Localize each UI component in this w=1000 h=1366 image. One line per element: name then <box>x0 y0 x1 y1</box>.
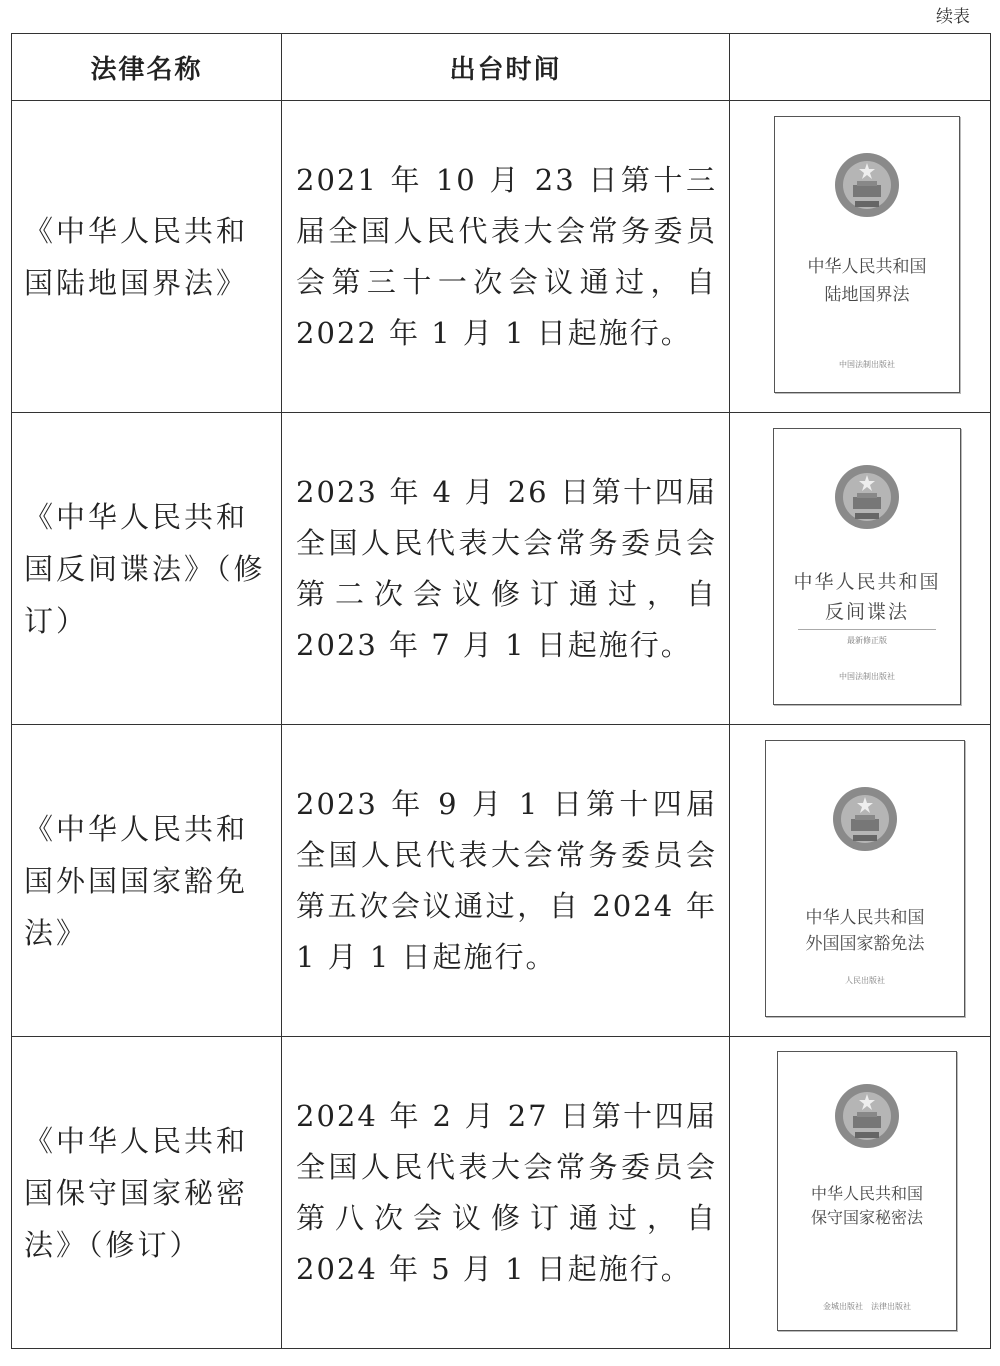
laws-table <box>11 33 991 1349</box>
continued-table-label: 续表 <box>936 7 970 27</box>
law-name-cell: 《中华人民共和国保守国家秘密法》（修订） <box>12 1037 282 1349</box>
issue-time-cell: 2023 年 4 月 26 日第十四届全国人民代表大会常务委员会第二次会议修订通过，自 2023 年 7 月 1 日起施行。 <box>282 413 730 725</box>
national-emblem-icon <box>833 463 901 531</box>
cover-publisher: 金城出版社 法律出版社 <box>823 1301 911 1311</box>
law-name-cell: 《中华人民共和国反间谍法》（修订） <box>12 413 282 725</box>
cover-cell <box>730 101 991 413</box>
header-cover <box>730 34 991 101</box>
table-row <box>12 413 991 725</box>
header-law-name: 法律名称 <box>12 34 282 101</box>
issue-time-cell: 2021 年 10 月 23 日第十三届全国人民代表大会常务委员会第三十一次会议通过，自 2022 年 1 月 1 日起施行。 <box>282 101 730 413</box>
table-header-row <box>12 34 991 101</box>
cover-publisher: 中国法制出版社 <box>839 672 895 681</box>
book-cover <box>777 1051 957 1331</box>
cover-title: 中华人民共和国 反间谍法 <box>793 571 941 623</box>
cover-cell <box>730 1037 991 1349</box>
cover-title: 中华人民共和国 陆地国界法 <box>807 257 927 305</box>
book-cover <box>773 428 961 705</box>
table-row <box>12 725 991 1037</box>
national-emblem-icon <box>833 1082 901 1150</box>
issue-time-cell: 2024 年 2 月 27 日第十四届全国人民代表大会常务委员会第八次会议修订通过，自 2024 年 5 月 1 日起施行。 <box>282 1037 730 1349</box>
cover-title: 中华人民共和国 保守国家秘密法 <box>810 1183 923 1227</box>
cover-subtitle: 最新修正版 <box>847 636 887 645</box>
national-emblem-icon <box>831 785 899 853</box>
national-emblem-icon <box>833 151 901 219</box>
cover-title: 中华人民共和国 外国国家豁免法 <box>805 908 925 954</box>
table-row <box>12 101 991 413</box>
law-name-cell: 《中华人民共和国外国国家豁免法》 <box>12 725 282 1037</box>
issue-time-cell: 2023 年 9 月 1 日第十四届全国人民代表大会常务委员会第五次会议通过，自 2024 年 1 月 1 日起施行。 <box>282 725 730 1037</box>
cover-publisher: 中国法制出版社 <box>839 360 895 369</box>
cover-cell <box>730 413 991 725</box>
cover-cell <box>730 725 991 1037</box>
cover-divider <box>798 629 936 630</box>
cover-publisher: 人民出版社 <box>845 976 885 985</box>
law-name-cell: 《中华人民共和国陆地国界法》 <box>12 101 282 413</box>
header-issue-time: 出台时间 <box>282 34 730 101</box>
book-cover <box>765 740 965 1017</box>
table-row <box>12 1037 991 1349</box>
book-cover <box>774 116 960 393</box>
